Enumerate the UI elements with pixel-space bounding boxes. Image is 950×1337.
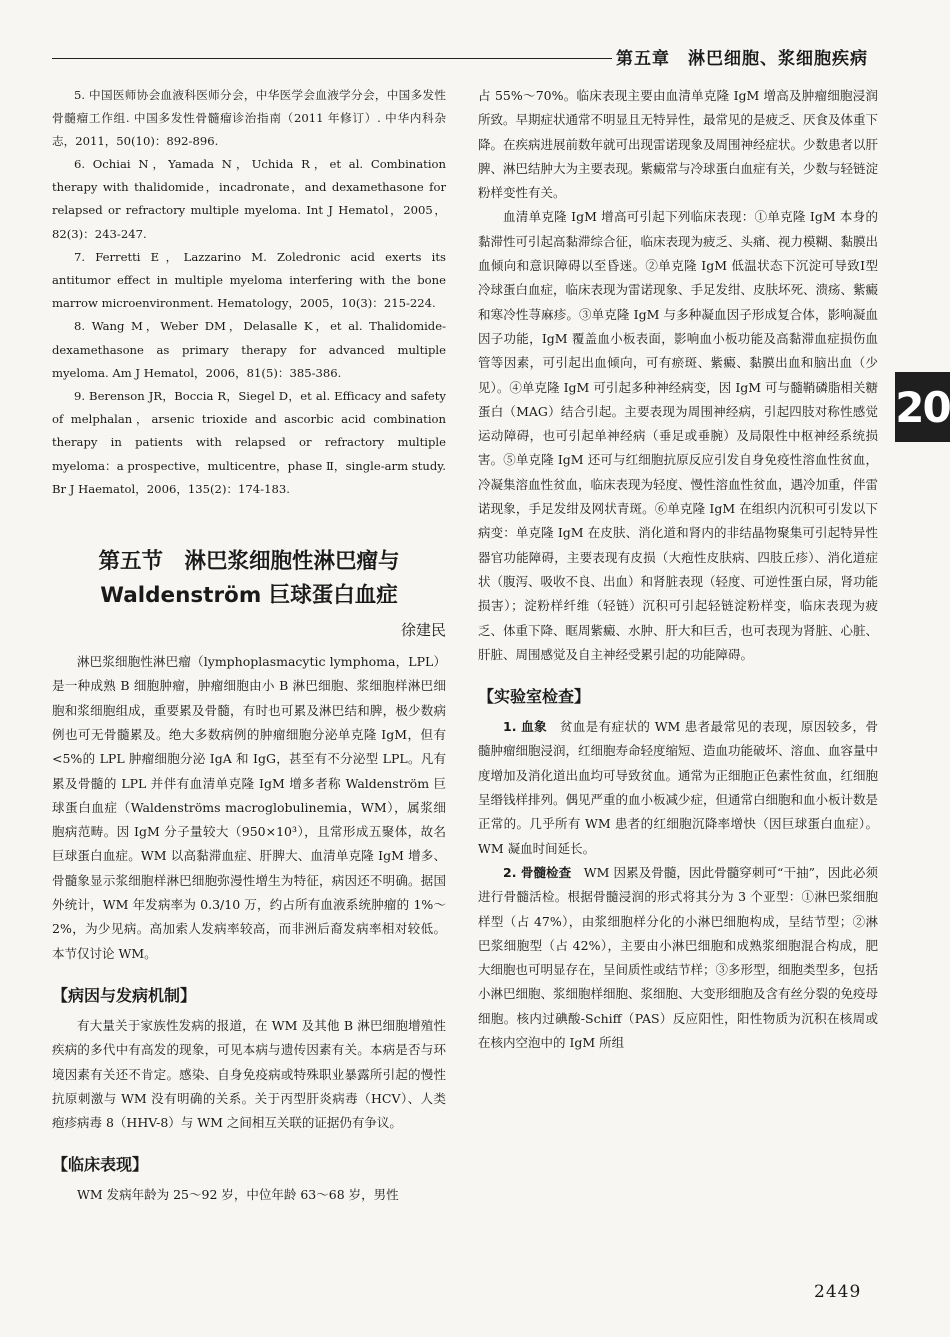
intro-paragraph: 淋巴浆细胞性淋巴瘤（lymphoplasmacytic lymphoma，LPL）是一种成熟 B 细胞肿瘤，肿瘤细胞由小 B 淋巴细胞、浆细胞样淋巴细胞和浆细胞组成，重要累及骨髓，有时也可累及淋巴结和脾，极少数病例也可无骨髓累及。绝大多数病例的肿瘤细胞分泌单克隆 IgM，但有<5%的 LPL 肿瘤细胞分泌 IgA 和 IgG，甚至有不分泌型 LPL。凡有累及骨髓的 LPL 并伴有血清单克隆 IgM 增多者称 Waldenström 巨球蛋白血症（Waldenströms macroglobulinemia，WM），属浆细胞病范畴。因 IgM 分子量较大（950×10³），且常形成五聚体，故名巨球蛋白血症。WM 以高黏滞血症、肝脾大、血清单克隆 IgM 增多、骨髓象显示浆细胞样淋巴细胞弥漫性增生为特征，病因还不明确。据国外统计，WM 年发病率为 0.3/10 万，约占所有血液系统肿瘤的 1%～2%，为少见病。高加索人发病率较高，而非洲后裔发病率相对较低。本节仅讨论 WM。 <box>52 654 446 961</box>
header-rule <box>52 58 612 59</box>
lab-marrow-text: WM 因累及骨髓，因此骨髓穿刺可“干抽”，因此必须进行骨髓活检。根据骨髓浸润的形式将其分为 3 个亚型：①淋巴浆细胞样型（占 47%），由浆细胞样分化的小淋巴细胞构成，呈结节型；②淋巴浆细胞型（占 42%），主要由小淋巴细胞和成熟浆细胞混合构成，肥大细胞也可明显存在，呈间质性或结节样；③多形型，细胞类型多，包括小淋巴细胞、浆细胞样细胞、浆细胞、大变形细胞及含有丝分裂的免疫母细胞。核内过碘酸-Schiff（PAS）反应阳性，阳性物质为沉积在核周或在核内空泡中的 IgM 所组 <box>478 864 879 1050</box>
clinical-heading: 【临床表现】 <box>52 1155 149 1175</box>
lab-blood-label: 1. 血象 <box>503 719 548 735</box>
page-number: 2449 <box>814 1282 862 1302</box>
reference-7: 7. Ferretti E，Lazzarino M. Zoledronic acid exerts its antitumor effect in multiple myeloma interfering with the bone marrow microenvironment. Hematology，2005，10(3)：215-224. <box>52 249 446 311</box>
lab-blood-paragraph <box>478 715 878 861</box>
clinical-paragraph-start: WM 发病年龄为 25～92 岁，中位年龄 63～68 岁，男性 <box>77 1187 399 1203</box>
section-title-line1: 第五节 淋巴浆细胞性淋巴瘤与 <box>98 549 400 575</box>
left-column <box>52 84 446 1208</box>
reference-5: 5. 中国医师协会血液科医师分会，中华医学会血液学分会，中国多发性骨髓瘤工作组. 中国多发性骨髓瘤诊治指南（2011 年修订）. 中华内科杂志，2011，50(10)：892-896. <box>52 88 446 148</box>
reference-8: 8. Wang M，Weber DM，Delasalle K，et al. Thalidomide-dexamethasone as primary therapy for advanced multiple myeloma. Am J Hematol，2006，81(5)：385-386. <box>52 319 446 380</box>
etiology-heading: 【病因与发病机制】 <box>52 985 197 1005</box>
chapter-tab: 20 <box>895 372 950 442</box>
lab-blood-text: 贫血是有症状的 WM 患者最常见的表现，原因较多，骨髓肿瘤细胞浸润，红细胞寿命轻度缩短、造血功能破坏、溶血、血容量中度增加及消化道出血均可导致贫血。通常为正细胞正色素性贫血，红细胞呈缗钱样排列。偶见严重的血小板减少症，但通常白细胞和血小板计数是正常的。几乎所有 WM 患者的红细胞沉降率增快（因巨球蛋白血症）。WM 凝血时间延长。 <box>478 719 879 856</box>
section-title <box>52 545 446 613</box>
igm-manifestations-paragraph: 血清单克隆 IgM 增高可引起下列临床表现：①单克隆 IgM 本身的黏滞性可引起高黏滞综合征，临床表现为疲乏、头痛、视力模糊、黏膜出血倾向和意识障碍以至昏迷。②单克隆 IgM 低温状态下沉淀可导致Ⅰ型冷球蛋白血症，临床表现为雷诺现象、手足发绀、皮肤坏死、溃疡、紫癜和寒冷性荨麻疹。③单克隆 IgM 与多种凝血因子形成复合体，影响凝血因子功能，IgM 覆盖血小板表面，影响血小板功能及高黏滞血症损伤血管等因素，可引起出血倾向，可有瘀斑、紫癜、黏膜出血和脑出血（少见）。④单克隆 IgM 可引起多种神经病变，因 IgM 可与髓鞘磷脂相关糖蛋白（MAG）结合引起。主要表现为周围神经病，引起四肢对称性感觉运动障碍，也可引起单神经病（垂足或垂腕）及局限性中枢神经系统损害。⑤单克隆 IgM 还可与红细胞抗原反应引发自身免疫性溶血性贫血，冷凝集溶血性贫血，临床表现为轻度、慢性溶血性贫血，遇冷加重，伴雷诺现象，手足发绀及网状青斑。⑥单克隆 IgM 在组织内沉积可引发以下病变：单克隆 IgM 在皮肤、消化道和肾内的非结晶物聚集可引起特异性器官功能障碍，主要表现有皮损（大疱性皮肤病、四肢丘疹）、消化道症状（腹泻、吸收不良、出血）和肾脏表现（轻度、可逆性蛋白尿，肾功能损害）；淀粉样纤维（轻链）沉积可引起轻链淀粉样变，临床表现为疲乏、体重下降、眶周紫癜、水肿、肝大和巨舌，也可表现为肾脏、心脏、肝脏、周围感觉及自主神经受累引起的功能障碍。 <box>478 209 879 662</box>
reference-9: 9. Berenson JR，Boccia R，Siegel D，et al. Efficacy and safety of melphalan，arsenic trioxide and ascorbic acid combination therapy in patients with relapsed or refractory multiple myeloma：a prospective，multicentre，phase Ⅱ，single-arm study. Br J Haematol，2006，135(2)：174-183. <box>52 389 446 496</box>
etiology-paragraph: 有大量关于家族性发病的报道，在 WM 及其他 B 淋巴细胞增殖性疾病的多代中有高发的现象，可见本病与遗传因素有关。本病是否与环境因素有关还不肯定。感染、自身免疫病或特殊职业暴露所引起的慢性抗原刺激与 WM 没有明确的关系。关于丙型肝炎病毒（HCV）、人类疱疹病毒 8（HHV-8）与 WM 之间相互关联的证据仍有争议。 <box>52 1017 446 1131</box>
right-column <box>478 84 878 1055</box>
reference-6: 6. Ochiai N，Yamada N，Uchida R，et al. Combination therapy with thalidomide，incadronate，and dexamethasone for relapsed or refractory multiple myeloma. Int J Hematol，2005，82(3)：243-247. <box>52 157 446 241</box>
section-author: 徐建民 <box>400 621 446 640</box>
lab-marrow-paragraph <box>478 861 878 1055</box>
lab-heading: 【实验室检查】 <box>478 687 591 707</box>
running-header-title: 第五章 淋巴细胞、浆细胞疾病 <box>616 49 868 69</box>
clinical-paragraph-continued: 占 55%～70%。临床表现主要由血清单克隆 IgM 增高及肿瘤细胞浸润所致。早期症状通常不明显且无特异性，最常见的是疲乏、厌食及体重下降。在疾病进展前数年就可出现雷诺现象及周围神经症状。少数患者以肝脾、淋巴结肿大为主要表现。紫癜常与冷球蛋白血症有关，少数与轻链淀粉样变性有关。 <box>478 88 879 201</box>
lab-marrow-label: 2. 骨髓检查 <box>503 864 572 880</box>
section-title-line2: Waldenström 巨球蛋白血症 <box>100 583 398 609</box>
